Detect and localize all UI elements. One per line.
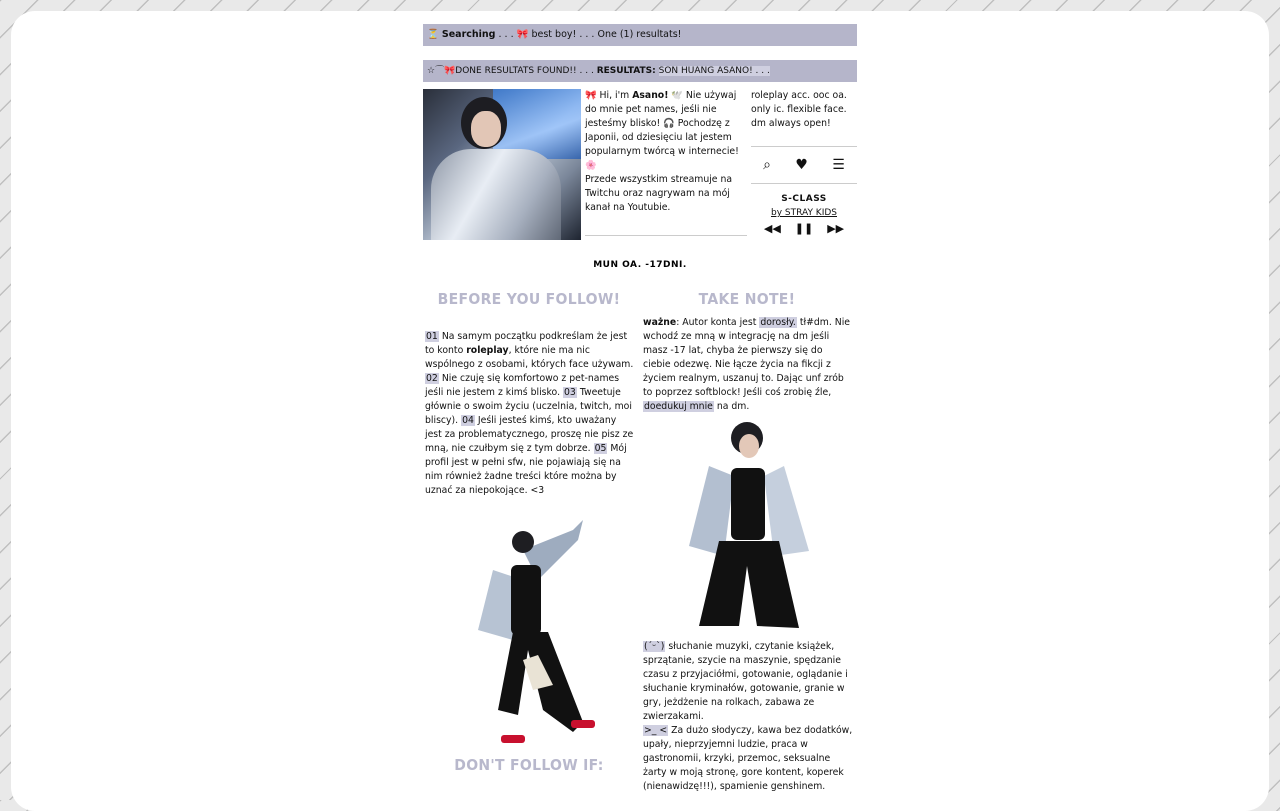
dislikes-list: Za dużo słodyczy, kawa bez dodatków, upały, nieprzyjemni ludzie, praca w gastronomii, krzyki, przemoc, seksualne żarty w moją stronę, gore kontent, koperek (nienawidzę!!!), spamienie genshinem. (643, 725, 853, 792)
likes-tag: (ˊᵕˋ) (644, 641, 665, 652)
profile-section (423, 89, 857, 244)
search-bar (423, 24, 857, 46)
rule-text: Jeśli jesteś kimś, kto uważany jest za problematycznego, proszę nie pisz ze mną, nie czułbym się z tym dobrze. (425, 415, 634, 454)
icon-row (751, 147, 857, 184)
rewind-icon[interactable]: ◀◀ (763, 222, 781, 235)
bio-intro: 🕊️ Nie używaj do mnie pet names, jeśli nie jesteśmy blisko! 🎧 Pochodzę z Japonii, od dziesięciu lat jestem popularnym twórcą w internecie! 🌸 (585, 90, 739, 171)
rule-text: Mój profil jest w pełni sfw, nie pojawiają się na nim również żadne treści które można by uznać za niepokojące. <3 (425, 443, 627, 496)
before-follow-heading: BEFORE YOU FOLLOW! (437, 291, 621, 309)
adult-highlight: dorosły. (760, 317, 796, 328)
likes-list: słuchanie muzyki, czytanie książek, sprzątanie, szycie na maszynie, spędzanie czasu z przyjaciółmi, gotowanie, oglądanie i słuchanie kryminałów, gotowanie, granie w gry, jeżdżenie na rolkach, zabawa ze zwierzakami. (643, 641, 848, 722)
result-prefix: ☆⌒🎀DONE RESULTATS FOUND!! . . . (427, 66, 594, 76)
note-text: na dm. (713, 401, 750, 412)
kneeling-figure-image (649, 416, 845, 634)
important-note (641, 316, 853, 414)
bio-text (585, 89, 747, 236)
search-query: . . . 🎀 best boy! . . . One (1) resultats! (498, 29, 682, 40)
reeducate-highlight: doedukuj mnie (644, 401, 713, 412)
mun-info: MUN OA. -17DNI. (593, 260, 687, 270)
note-text: : Autor konta jest (676, 317, 760, 328)
rule-text: Tweetuje głównie o swoim życiu (uczelnia, twitch, moi bliscy). (425, 387, 632, 426)
result-label: RESULTATS: (596, 66, 656, 76)
forward-icon[interactable]: ▶▶ (827, 222, 845, 235)
dancing-figure-image (423, 510, 635, 758)
rule-number: 04 (462, 415, 474, 426)
bio-name: Asano! (632, 90, 669, 101)
take-note-heading: TAKE NOTE! (698, 291, 796, 309)
profile-photo (423, 89, 581, 240)
rule-text: Nie czuję się komfortowo z pet-names jeśli nie jestem z kimś blisko. (425, 373, 620, 398)
profile-container (423, 24, 857, 792)
result-bar (423, 60, 857, 82)
rule-number: 03 (564, 387, 576, 398)
dislikes-tag: >_ < (644, 725, 668, 736)
search-label: Searching (441, 29, 496, 40)
side-panel (751, 89, 857, 236)
bio-greeting: 🎀 Hi, i'm (585, 90, 630, 101)
song-title: S-CLASS (781, 194, 827, 204)
rule-number: 02 (426, 373, 438, 384)
rule-number: 01 (426, 331, 438, 342)
music-player (751, 192, 857, 236)
pause-icon[interactable]: ❚❚ (794, 222, 814, 235)
menu-icon[interactable]: ☰ (832, 157, 845, 173)
search-icon[interactable]: ⌕ (763, 157, 772, 173)
bio-streaming: Przede wszystkim streamuje na Twitchu oraz nagrywam na mój kanał na Youtubie. (585, 174, 733, 213)
hourglass-icon: ⏳ (427, 29, 439, 40)
rule-text: Na samym początku podkreślam że jest to konto (425, 331, 628, 356)
dont-follow-heading: DON'T FOLLOW IF: (454, 757, 604, 775)
dislikes-text (641, 724, 853, 794)
heart-icon[interactable]: ♥ (795, 157, 808, 173)
result-value: SON HUANG ASANO! . . . (658, 66, 770, 76)
before-follow-text (423, 330, 635, 498)
important-label: ważne (643, 317, 677, 328)
right-column (641, 292, 853, 794)
side-description: roleplay acc. ooc oa. only ic. flexible face. dm always open! (751, 89, 857, 147)
note-text: tł#dm. Nie wchodź ze mną w integrację na dm jeśli masz -17 lat, chyba że pierwszy się do ciebie odezwę. Nie łącze życia na fikcji z życiem realnym, uszanuj to. Dając unf zrób to poprzez softblock! Jeśli coś zrobię źle, (643, 317, 851, 398)
likes-text (641, 640, 853, 724)
rule-bold: roleplay (466, 345, 509, 356)
left-column (423, 292, 635, 774)
rule-number: 05 (594, 443, 607, 454)
rule-text: , które nie ma nic wspólnego z osobami, których face używam. (425, 345, 634, 370)
song-artist[interactable]: by STRAY KIDS (770, 208, 837, 218)
